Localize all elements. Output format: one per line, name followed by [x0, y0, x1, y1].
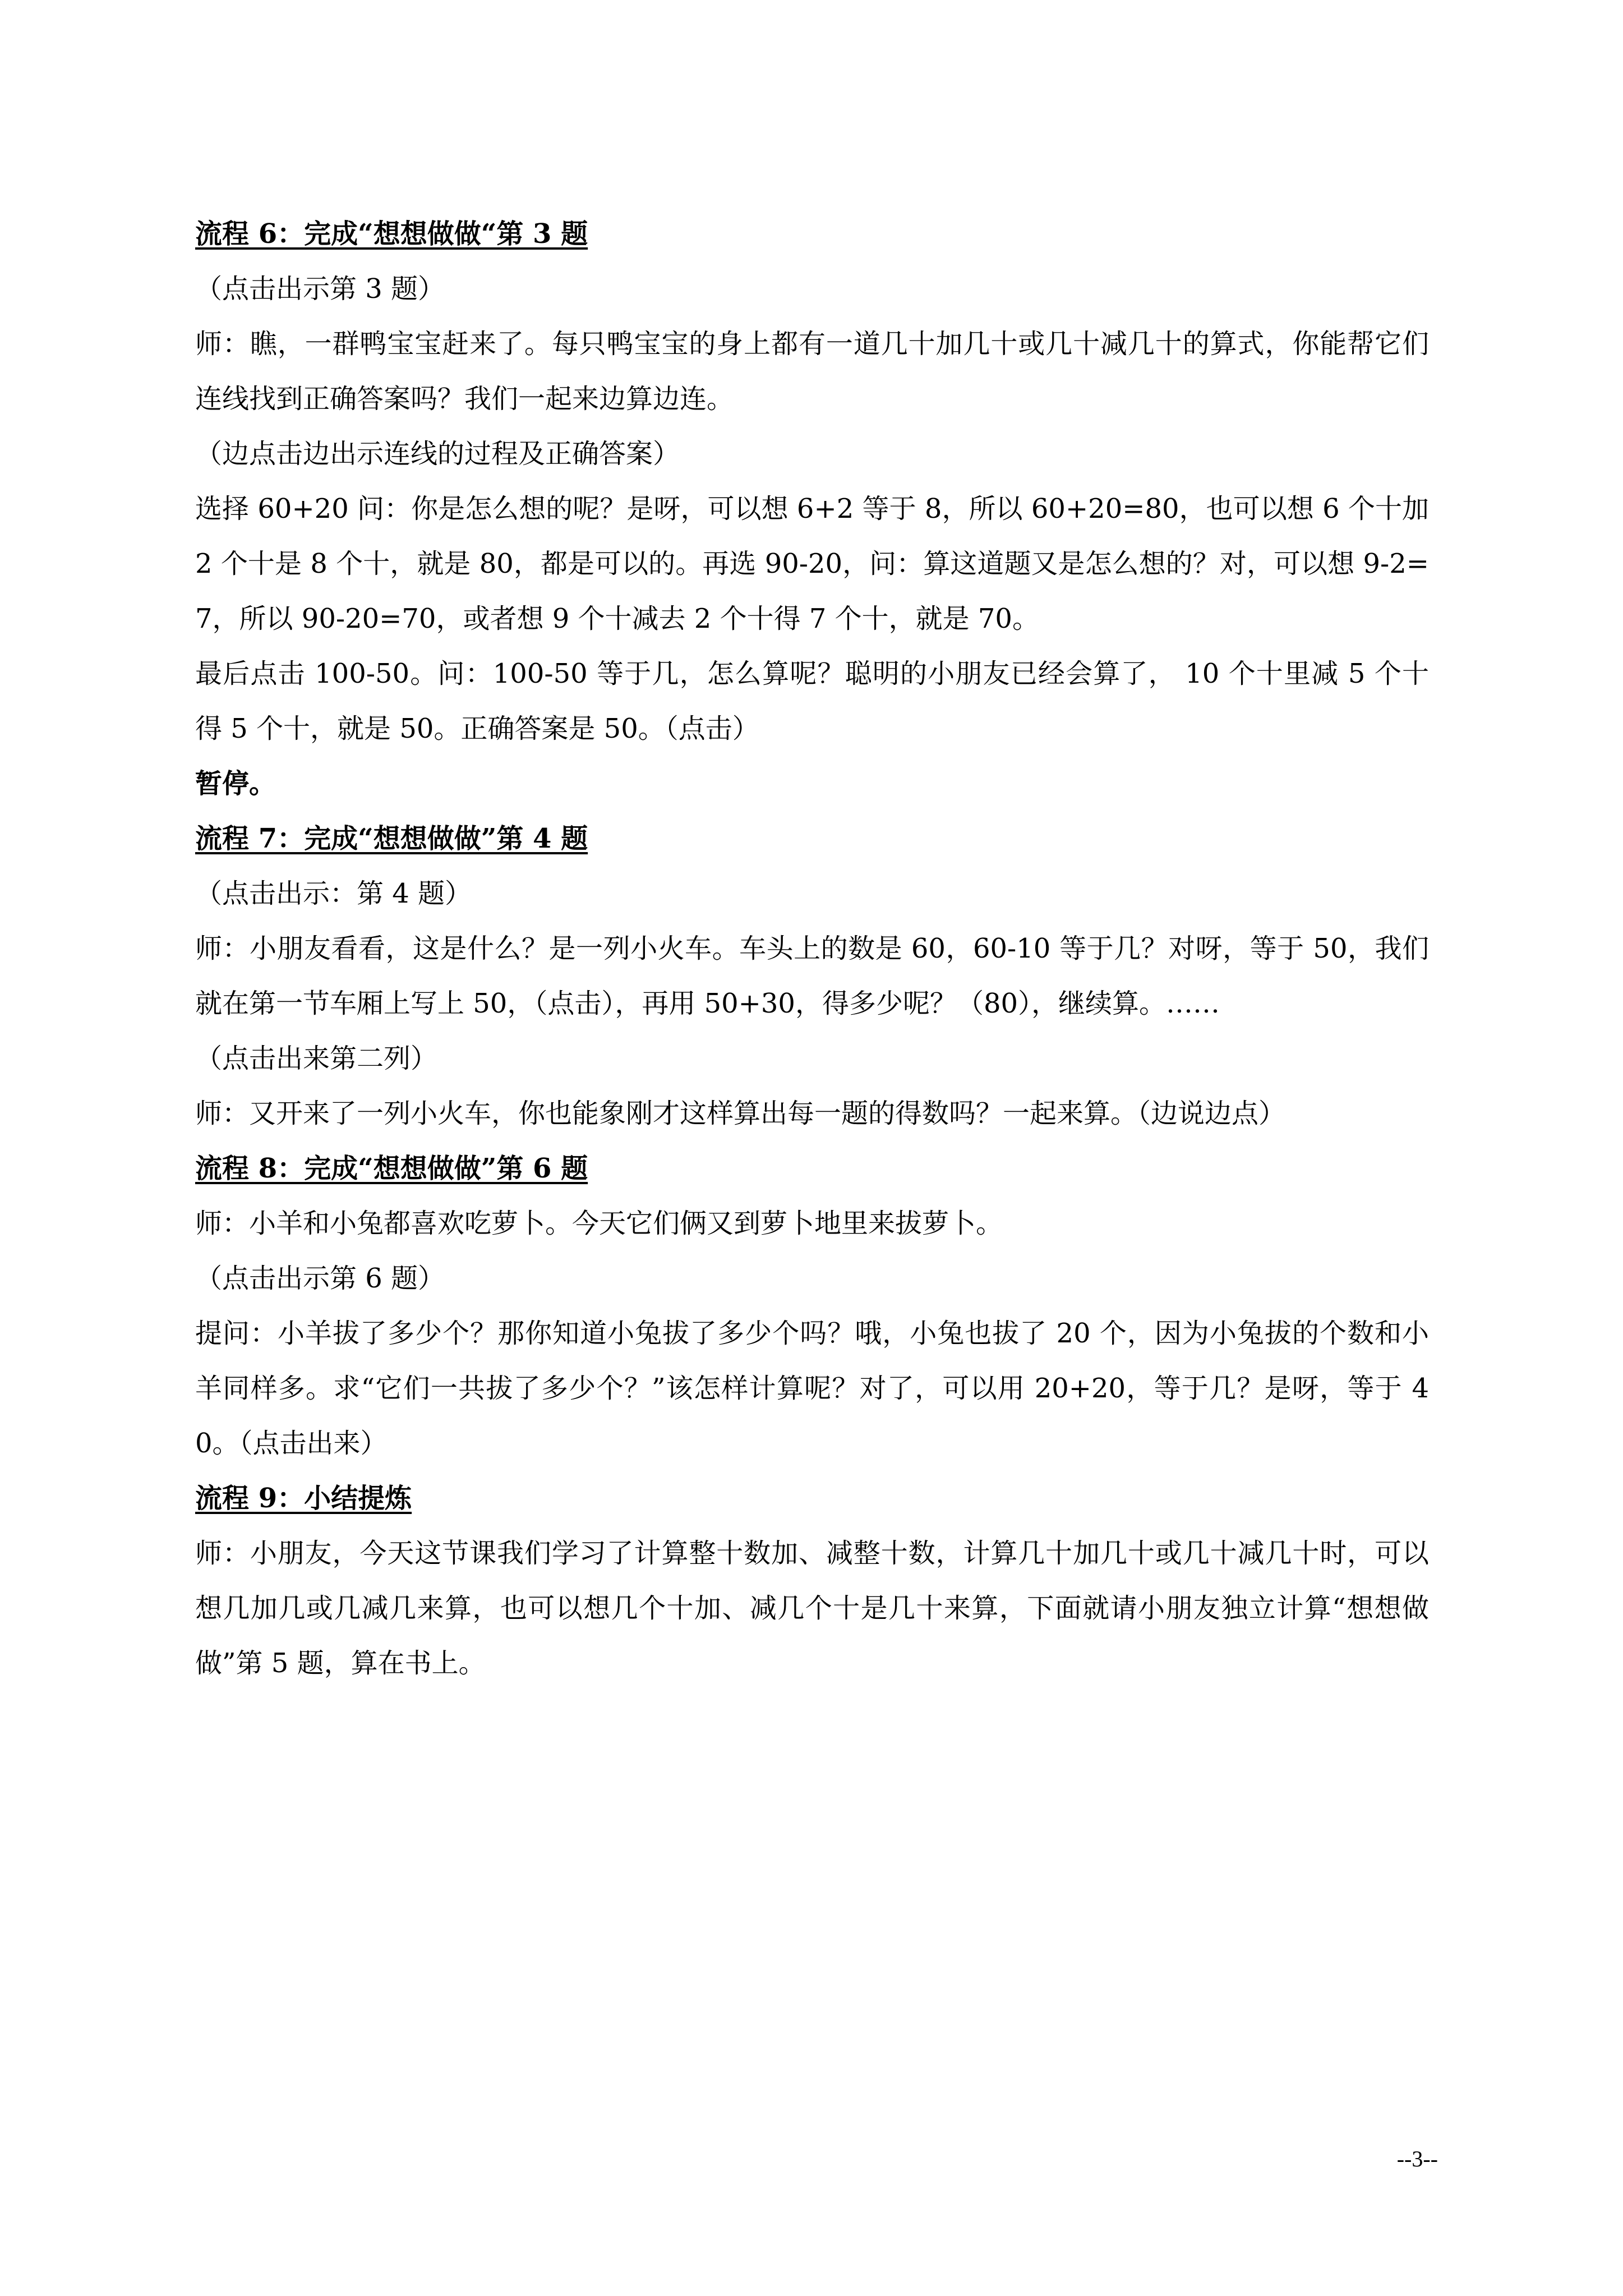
- section-heading-9: 流程 9：小结提炼: [195, 1483, 412, 1514]
- pause-note: 暂停。: [195, 768, 276, 799]
- paragraph-line: 最后点击 100-50。问：100-50 等于几，怎么算呢？聪明的小朋友已经会算了， 10 个十里减 5 个十得 5 个十，就是 50。正确答案是 50。（点击）: [195, 658, 1429, 744]
- document-body: [195, 206, 1429, 1691]
- page-number: --3--: [1396, 2146, 1438, 2171]
- paragraph-line: 师：瞧，一群鸭宝宝赶来了。每只鸭宝宝的身上都有一道几十加几十或几十减几十的算式，你能帮它们连线找到正确答案吗？我们一起来边算边连。: [195, 328, 1429, 415]
- paragraph-line: （点击出示：第 4 题）: [195, 878, 472, 909]
- paragraph-line: （点击出来第二列）: [195, 1043, 438, 1074]
- paragraph-line: （点击出示第 3 题）: [195, 273, 445, 305]
- section-heading-6: 流程 6：完成“想想做做“第 3 题: [195, 218, 588, 250]
- paragraph-line: （点击出示第 6 题）: [195, 1263, 445, 1294]
- section-heading-8: 流程 8：完成“想想做做”第 6 题: [195, 1153, 588, 1184]
- paragraph-line: 师：小羊和小兔都喜欢吃萝卜。今天它们俩又到萝卜地里来拔萝卜。: [195, 1208, 1003, 1239]
- paragraph-line: 师：小朋友看看，这是什么？是一列小火车。车头上的数是 60，60-10 等于几？对呀，等于 50，我们就在第一节车厢上写上 50，（点击），再用 50+30，得多少呢？（80），继续算。……: [195, 933, 1429, 1019]
- paragraph-line: 师：小朋友，今天这节课我们学习了计算整十数加、减整十数，计算几十加几十或几十减几十时，可以想几加几或几减几来算，也可以想几个十加、减几个十是几十来算，下面就请小朋友独立计算“想想做做”第 5 题，算在书上。: [195, 1538, 1429, 1679]
- section-heading-7: 流程 7：完成“想想做做”第 4 题: [195, 823, 588, 854]
- paragraph-line: 师：又开来了一列小火车，你也能象刚才这样算出每一题的得数吗？一起来算。（边说边点）: [195, 1098, 1286, 1129]
- paragraph-line: 提问：小羊拔了多少个？那你知道小兔拔了多少个吗？哦，小兔也拔了 20 个，因为小兔拔的个数和小羊同样多。求“它们一共拔了多少个？”该怎样计算呢？对了，可以用 20+20，等于几？是呀，等于 40。（点击出来）: [195, 1318, 1429, 1459]
- paragraph-line: （边点击边出示连线的过程及正确答案）: [195, 438, 680, 470]
- paragraph-line: 选择 60+20 问：你是怎么想的呢？是呀，可以想 6+2 等于 8，所以 60+20=80，也可以想 6 个十加 2 个十是 8 个十，就是 80，都是可以的。再选 90-20，问：算这道题又是怎么想的？对，可以想 9-2=7，所以 90-20=70，或者想 9 个十减去 2 个十得 7 个十，就是 70。: [195, 493, 1429, 634]
